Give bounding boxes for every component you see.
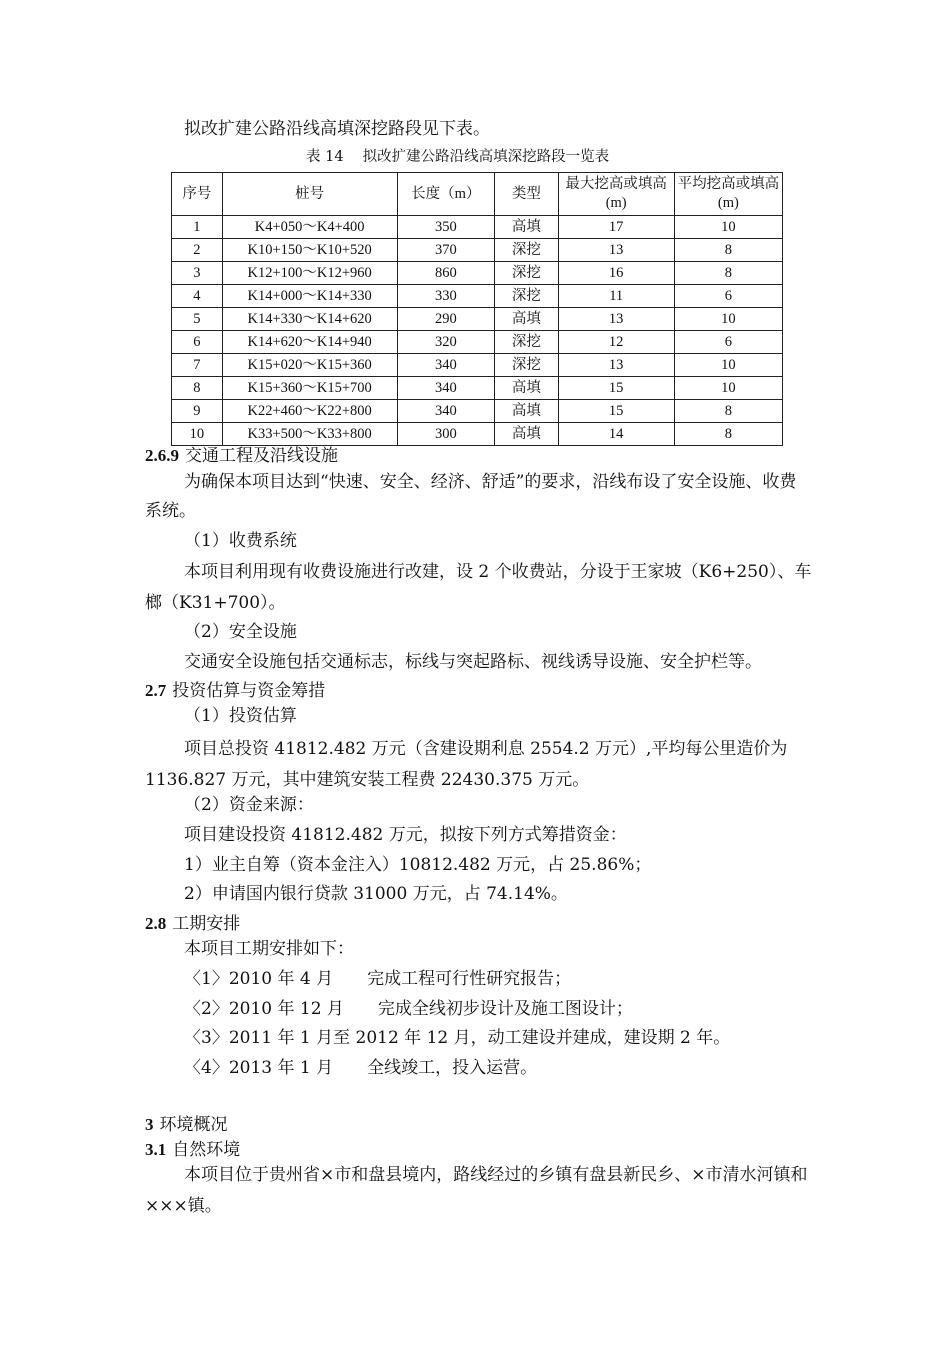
cell-length: 350 xyxy=(397,216,494,239)
intro-text: 拟改扩建公路沿线高填深挖路段见下表。 xyxy=(184,119,490,139)
cell-station: K4+050～K4+400 xyxy=(222,216,397,239)
subheading: （1）收费系统 xyxy=(184,531,297,551)
col-header-avg-height: 平均挖高或填高(m) xyxy=(674,173,782,216)
cell-type: 高填 xyxy=(495,308,559,331)
table-row xyxy=(172,308,783,331)
schedule-item: 〈3〉2011 年 1 月至 2012 年 12 月，动工建设并建成，建设期 2 年。 xyxy=(184,1028,731,1048)
section-title: 环境概况 xyxy=(159,1115,228,1135)
cell-type: 高填 xyxy=(495,216,559,239)
cell-index: 1 xyxy=(172,216,223,239)
section-heading-3-1 xyxy=(145,1138,240,1162)
cell-station: K22+460～K22+800 xyxy=(222,400,397,423)
cell-avg-height: 6 xyxy=(674,331,782,354)
table-row xyxy=(172,354,783,377)
paragraph: 本项目位于贵州省×市和盘县境内，路线经过的乡镇有盘县新民乡、×市清水河镇和×××镇。 xyxy=(145,1165,808,1216)
cell-station: K14+620～K14+940 xyxy=(222,331,397,354)
paragraph: 本项目工期安排如下： xyxy=(184,939,354,959)
cell-type: 深挖 xyxy=(495,239,559,262)
cell-type: 高填 xyxy=(495,377,559,400)
section-number: 3 xyxy=(145,1115,154,1134)
cell-length: 340 xyxy=(397,400,494,423)
cell-avg-height: 8 xyxy=(674,400,782,423)
cell-avg-height: 8 xyxy=(674,423,782,446)
cell-avg-height: 8 xyxy=(674,262,782,285)
schedule-item: 〈2〉2010 年 12 月 完成全线初步设计及施工图设计； xyxy=(184,999,633,1019)
col-header-length: 长度（m） xyxy=(397,173,494,216)
section-number: 2.7 xyxy=(145,681,167,700)
cell-type: 深挖 xyxy=(495,262,559,285)
cell-length: 340 xyxy=(397,354,494,377)
cell-avg-height: 10 xyxy=(674,377,782,400)
cell-avg-height: 10 xyxy=(674,216,782,239)
col-header-type: 类型 xyxy=(495,173,559,216)
cell-index: 10 xyxy=(172,423,223,446)
section-title: 自然环境 xyxy=(172,1140,241,1160)
cell-max-height: 11 xyxy=(558,285,674,308)
section-heading-2-6-9 xyxy=(145,444,338,468)
cell-max-height: 17 xyxy=(558,216,674,239)
cell-max-height: 14 xyxy=(558,423,674,446)
cell-index: 4 xyxy=(172,285,223,308)
cell-index: 9 xyxy=(172,400,223,423)
subheading: （1）投资估算 xyxy=(184,706,297,726)
cell-index: 3 xyxy=(172,262,223,285)
schedule-item: 〈4〉2013 年 1 月 全线竣工，投入运营。 xyxy=(184,1058,538,1078)
section-number: 2.6.9 xyxy=(145,446,179,465)
cell-index: 6 xyxy=(172,331,223,354)
cell-station: K10+150～K10+520 xyxy=(222,239,397,262)
cell-max-height: 15 xyxy=(558,377,674,400)
section-heading-3 xyxy=(145,1113,228,1137)
cell-station: K12+100～K12+960 xyxy=(222,262,397,285)
col-header-max-height: 最大挖高或填高(m) xyxy=(558,173,674,216)
cell-avg-height: 10 xyxy=(674,308,782,331)
cell-length: 290 xyxy=(397,308,494,331)
section-title: 交通工程及沿线设施 xyxy=(185,446,338,466)
cell-length: 860 xyxy=(397,262,494,285)
table-row xyxy=(172,400,783,423)
road-section-table xyxy=(171,172,783,446)
cell-station: K33+500～K33+800 xyxy=(222,423,397,446)
cell-length: 300 xyxy=(397,423,494,446)
cell-type: 深挖 xyxy=(495,285,559,308)
cell-max-height: 13 xyxy=(558,308,674,331)
cell-station: K14+000～K14+330 xyxy=(222,285,397,308)
cell-length: 340 xyxy=(397,377,494,400)
col-header-index: 序号 xyxy=(172,173,223,216)
subheading: （2）资金来源： xyxy=(184,795,314,815)
subheading: （2）安全设施 xyxy=(184,622,297,642)
cell-index: 5 xyxy=(172,308,223,331)
list-item: 1）业主自筹（资本金注入）10812.482 万元，占 25.86%； xyxy=(184,855,652,875)
cell-max-height: 13 xyxy=(558,239,674,262)
section-heading-2-8 xyxy=(145,912,240,936)
paragraph: 交通安全设施包括交通标志，标线与突起路标、视线诱导设施、安全护栏等。 xyxy=(184,652,762,672)
cell-station: K14+330～K14+620 xyxy=(222,308,397,331)
cell-avg-height: 10 xyxy=(674,354,782,377)
cell-avg-height: 6 xyxy=(674,285,782,308)
cell-type: 高填 xyxy=(495,400,559,423)
table-row xyxy=(172,331,783,354)
schedule-item: 〈1〉2010 年 4 月 完成工程可行性研究报告； xyxy=(184,969,572,989)
cell-max-height: 12 xyxy=(558,331,674,354)
cell-index: 8 xyxy=(172,377,223,400)
cell-max-height: 15 xyxy=(558,400,674,423)
cell-length: 320 xyxy=(397,331,494,354)
cell-type: 高填 xyxy=(495,423,559,446)
table-row xyxy=(172,239,783,262)
cell-type: 深挖 xyxy=(495,354,559,377)
cell-length: 370 xyxy=(397,239,494,262)
table-caption: 表 14 拟改扩建公路沿线高填深挖路段一览表 xyxy=(306,149,610,165)
section-title: 工期安排 xyxy=(172,914,241,934)
section-number: 3.1 xyxy=(145,1140,167,1159)
cell-station: K15+360～K15+700 xyxy=(222,377,397,400)
col-header-station: 桩号 xyxy=(222,173,397,216)
cell-station: K15+020～K15+360 xyxy=(222,354,397,377)
paragraph: 本项目利用现有收费设施进行改建，设 2 个收费站，分设于王家坡（K6+250）、车榔（K31+700）。 xyxy=(145,562,812,613)
paragraph: 为确保本项目达到“快速、安全、经济、舒适”的要求，沿线布设了安全设施、收费系统。 xyxy=(145,472,797,521)
cell-max-height: 13 xyxy=(558,354,674,377)
cell-index: 7 xyxy=(172,354,223,377)
table-row xyxy=(172,377,783,400)
cell-max-height: 16 xyxy=(558,262,674,285)
cell-index: 2 xyxy=(172,239,223,262)
table-row xyxy=(172,216,783,239)
table-row xyxy=(172,423,783,446)
table-row xyxy=(172,285,783,308)
list-item: 2）申请国内银行贷款 31000 万元，占 74.14%。 xyxy=(184,884,568,904)
paragraph: 项目建设投资 41812.482 万元，拟按下列方式筹措资金： xyxy=(184,825,627,845)
paragraph: 项目总投资 41812.482 万元（含建设期利息 2554.2 万元）,平均每公里造价为 1136.827 万元，其中建筑安装工程费 22430.375 万元。 xyxy=(145,739,788,790)
table-row xyxy=(172,262,783,285)
section-number: 2.8 xyxy=(145,914,167,933)
cell-type: 深挖 xyxy=(495,331,559,354)
cell-avg-height: 8 xyxy=(674,239,782,262)
section-heading-2-7 xyxy=(145,679,325,703)
section-title: 投资估算与资金筹措 xyxy=(172,681,326,701)
cell-length: 330 xyxy=(397,285,494,308)
table-header-row xyxy=(172,173,783,216)
